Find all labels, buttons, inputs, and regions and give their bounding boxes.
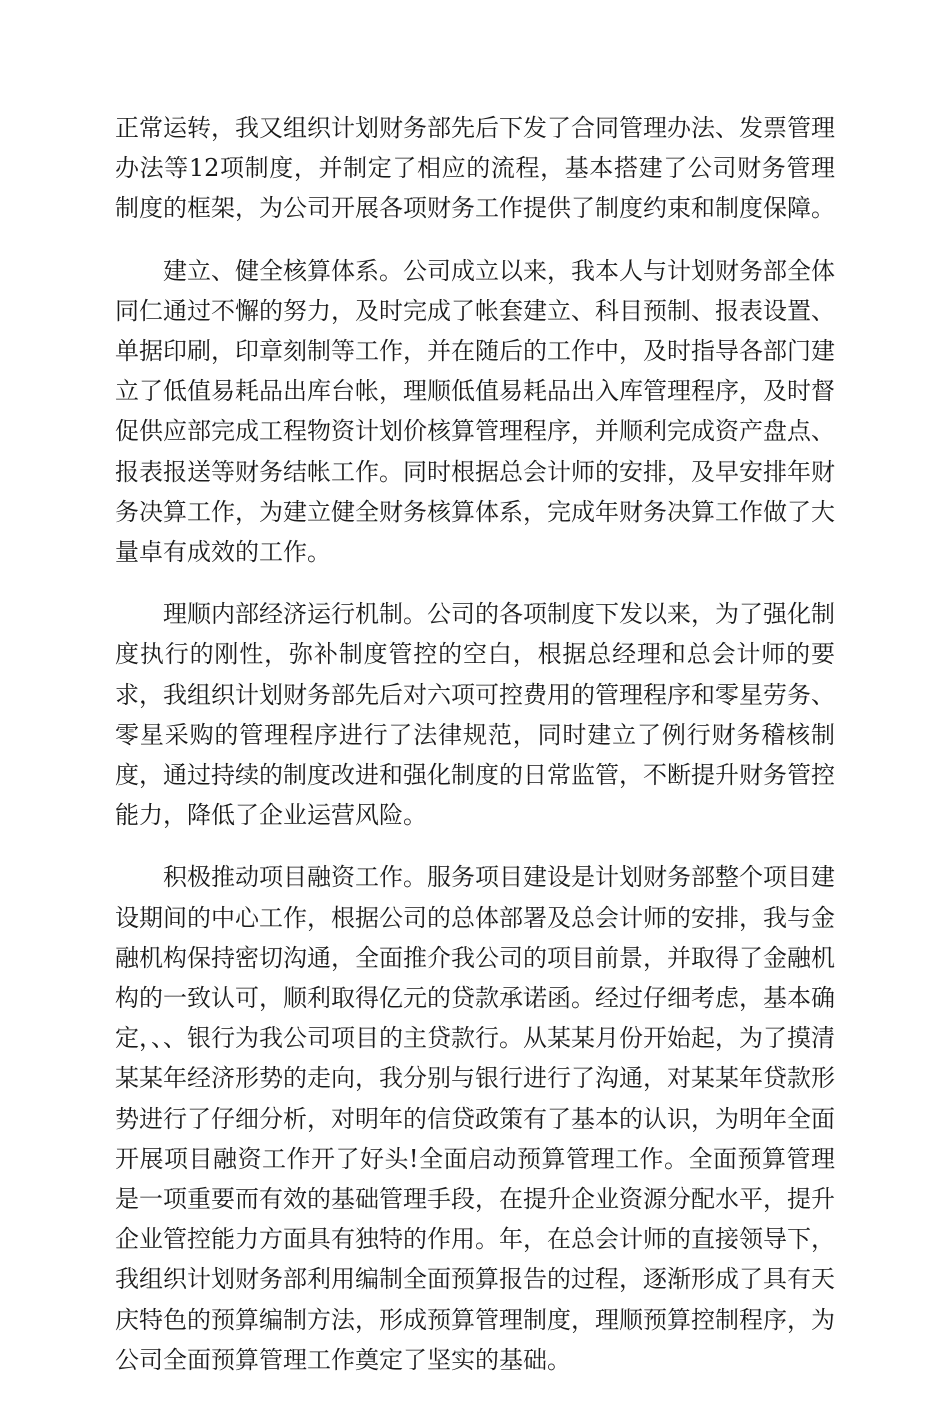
document-page xyxy=(115,108,835,1402)
paragraph-project-financing: 积极推动项目融资工作。服务项目建设是计划财务部整个项目建设期间的中心工作，根据公司的总体部署及总会计师的安排，我与金融机构保持密切沟通，全面推介我公司的项目前景，并取得了金融机构的一致认可，顺利取得亿元的贷款承诺函。经过仔细考虑，基本确定，、、银行为我公司项目的主贷款行。从某某月份开始起，为了摸清某某年经济形势的走向，我分别与银行进行了沟通，对某某年贷款形势进行了仔细分析，对明年的信贷政策有了基本的认识，为明年全面开展项目融资工作开了好头!全面启动预算管理工作。全面预算管理是一项重要而有效的基础管理手段，在提升企业资源分配水平，提升企业管控能力方面具有独特的作用。年，在总会计师的直接领导下，我组织计划财务部利用编制全面预算报告的过程，逐渐形成了具有天庆特色的预算编制方法，形成预算管理制度，理顺预算控制程序，为公司全面预算管理工作奠定了坚实的基础。 xyxy=(115,863,835,1374)
paragraph-accounting-system: 建立、健全核算体系。公司成立以来，我本人与计划财务部全体同仁通过不懈的努力，及时完成了帐套建立、科目预制、报表设置、单据印刷，印章刻制等工作，并在随后的工作中，及时指导各部门建立了低值易耗品出库台帐，理顺低值易耗品出入库管理程序，及时督促供应部完成工程物资计划价核算管理程序，并顺利完成资产盘点、报表报送等财务结帐工作。同时根据总会计师的安排，及早安排年财务决算工作，为建立健全财务核算体系，完成年财务决算工作做了大量卓有成效的工作。 xyxy=(115,256,835,567)
paragraph-internal-mechanism: 理顺内部经济运行机制。公司的各项制度下发以来，为了强化制度执行的刚性，弥补制度管控的空白，根据总经理和总会计师的要求，我组织计划财务部先后对六项可控费用的管理程序和零星劳务、零星采购的管理程序进行了法律规范，同时建立了例行财务稽核制度，通过持续的制度改进和强化制度的日常监管，不断提升财务管控能力，降低了企业运营风险。 xyxy=(115,600,835,830)
paragraph-continuation: 正常运转，我又组织计划财务部先后下发了合同管理办法、发票管理办法等12项制度，并制定了相应的流程，基本搭建了公司财务管理制度的框架，为公司开展各项财务工作提供了制度约束和制度保障。 xyxy=(115,114,835,223)
